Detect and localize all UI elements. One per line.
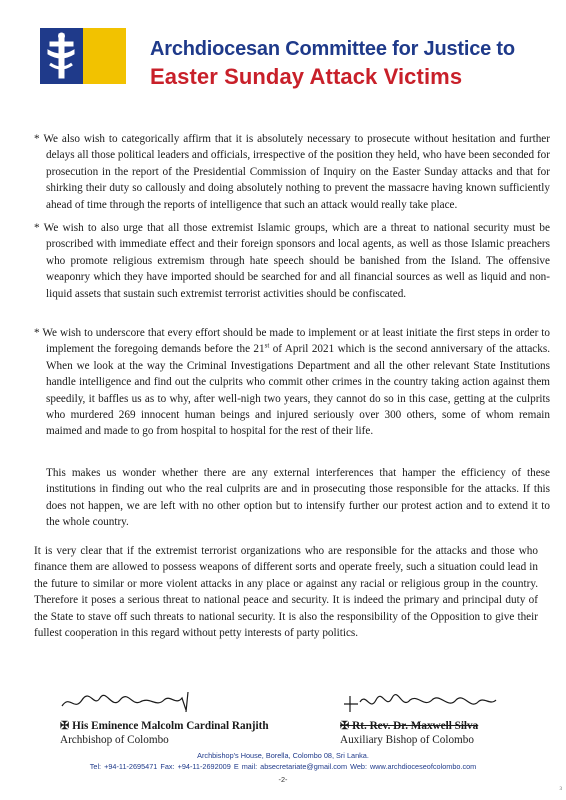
handwritten-signature-right bbox=[340, 686, 500, 714]
signatory-right-name: ✠ Rt. Rev. Dr. Maxwell Silva bbox=[340, 720, 479, 732]
paragraph-3-text-a: We wish to underscore that every effort should be made to implement or at least initiate the first steps in order to implement the foregoing demands before the 21 bbox=[42, 327, 550, 356]
corner-mark: 3 bbox=[559, 787, 562, 792]
ordinal-superscript: st bbox=[264, 341, 270, 350]
header-title-line2: Easter Sunday Attack Victims bbox=[150, 64, 463, 89]
paragraph-4-text: This makes us wonder whether there are any external interferences that hamper the efficiency of these institutions in finding out who the real culprits are and in prosecuting those responsible for the attacks. If this does not happen, we are left with no other option but to intensify further our protest action and to extend it to the whole country. bbox=[46, 467, 550, 529]
signatory-left-name: ✠ His Eminence Malcolm Cardinal Ranjith bbox=[60, 720, 269, 732]
handwritten-signature-left bbox=[60, 686, 220, 714]
paragraph-2-text: We wish to also urge that all those extremist Islamic groups, which are a threat to national security must be proscribed with immediate effect and their foreign sponsors and local agents, as well as those Islamic preachers who promote religious extremism through hate speech should be banished from the Island. The offensive weaponry which they have imported should be searched for and all financial sources as well as liquid and non-liquid assets that sustain such extremist terrorist activities should be confiscated. bbox=[43, 222, 550, 300]
paragraph-5 bbox=[34, 543, 538, 641]
signature-block-left bbox=[60, 686, 269, 746]
paragraph-4 bbox=[34, 465, 550, 531]
page-number: -2- bbox=[278, 775, 288, 784]
signatory-right-title: Auxiliary Bishop of Colombo bbox=[340, 734, 474, 746]
paragraph-2 bbox=[34, 220, 550, 302]
signatory-left-title: Archbishop of Colombo bbox=[60, 734, 169, 746]
header-title-line1: Archdiocesan Committee for Justice to bbox=[150, 38, 515, 60]
archdiocese-logo bbox=[40, 28, 126, 84]
bullet-marker: * bbox=[34, 133, 40, 145]
signature-block-right bbox=[340, 686, 500, 746]
paragraph-3-text-b: of April 2021 which is the second anniversary of the attacks. When we look at the way the Criminal Investigations Department and all the other relevant State Institutions handle intelligence and find out the culprits who commit other crimes in the country taking action against them speedily, it baffles us as to why, after well-nigh two years, they cannot do so in this case, getting at the culprits who murdered 269 innocent human beings and injured seriously over 300 others, some of whom remain maimed and made to go from hospital to hospital for the rest of their life. bbox=[46, 343, 550, 438]
footer-contact: Tel: +94-11-2695471 Fax: +94-11-2692009 E mail: absecretariate@gmail.com Web: www.archdioceseofcolombo.com bbox=[89, 762, 477, 771]
paragraph-1 bbox=[34, 131, 550, 213]
bullet-marker: * bbox=[34, 222, 40, 234]
paragraph-1-text: We also wish to categorically affirm that it is absolutely necessary to prosecute without hesitation and further delays all those political leaders and officials, irrespective of the position they held, who have been seconded for prosecution in the report of the Presidential Commission of Inquiry on the Easter Sunday attacks and that for shirking their duty so callously and doing absolutely nothing to prevent the massacre having known sufficiently ahead of time through the reports of intelligence that such an attack would really take place. bbox=[43, 133, 550, 211]
bullet-marker: * bbox=[34, 327, 40, 339]
paragraph-3 bbox=[34, 325, 550, 440]
footer-address: Archbishop's House, Borella, Colombo 08, Sri Lanka. bbox=[197, 751, 369, 760]
paragraph-5-text: It is very clear that if the extremist terrorist organizations who are responsible for the attacks and those who finance them are allowed to possess weapons of different sorts and operate freely, such a situation could lead in the future to similar or more violent attacks in any place or against any racial or religious group in the country. Therefore it poses a serious threat to national peace and security. It is indeed the primary and principal duty of the State to stave off such threats to national security. It is also the responsibility of the Opposition to give their fullest cooperation in this regard without petty interests of party politics. bbox=[34, 545, 538, 640]
